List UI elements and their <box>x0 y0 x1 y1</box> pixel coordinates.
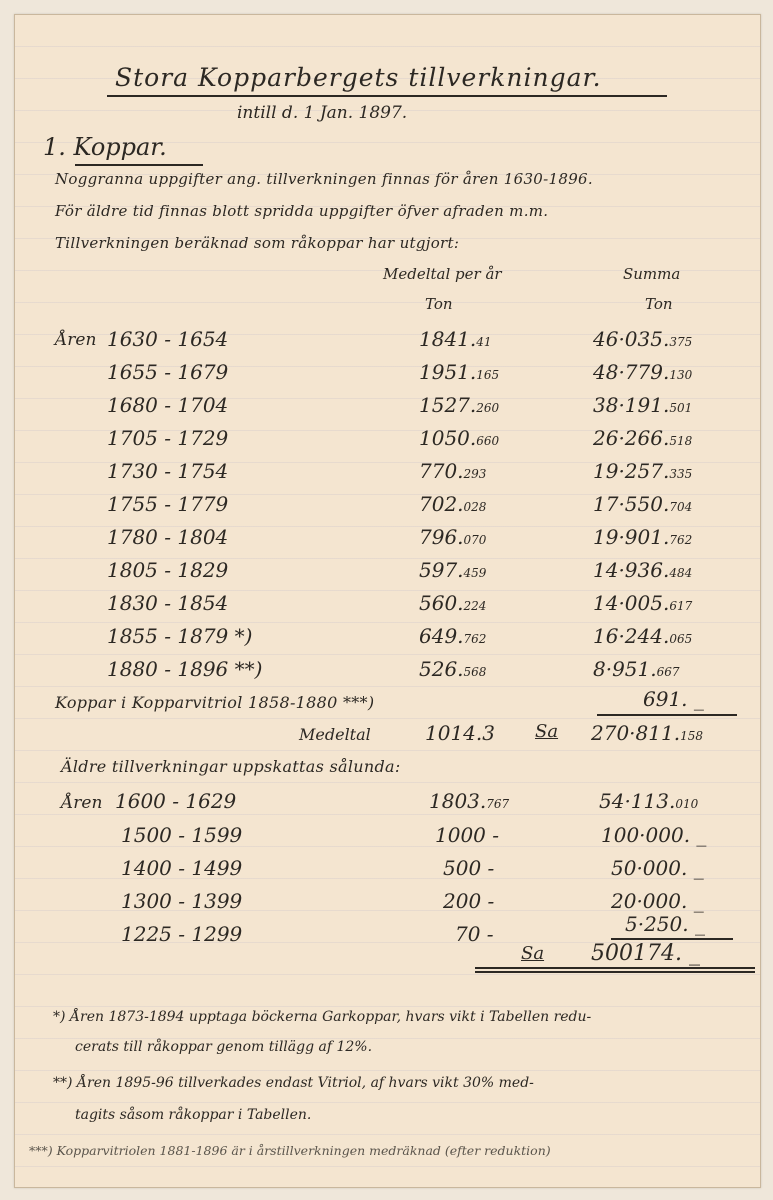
row-sum: 38·191.501 <box>593 393 693 417</box>
row-period: 1830 - 1854 <box>107 591 229 615</box>
row-mean: 796.070 <box>419 525 487 549</box>
vitriol-label: Koppar i Kopparvitriol 1858-1880 ***) <box>55 693 375 712</box>
double-rule-top <box>475 967 755 969</box>
older-row-sum: 50·000. _ <box>611 856 704 880</box>
row-sum: 19·257.335 <box>593 459 693 483</box>
footnote-2-line-1: **) Åren 1895-96 tillverkades endast Vitriol, af hvars vikt 30% med- <box>53 1075 534 1091</box>
older-row-mean: 70 - <box>455 922 494 946</box>
row-mean: 560.224 <box>419 591 487 615</box>
older-heading: Äldre tillverkningar uppskattas sålunda: <box>61 757 401 776</box>
row-period: 1880 - 1896 **) <box>107 657 263 681</box>
mean-column-header: Medeltal per år <box>383 265 502 283</box>
row-sum: 46·035.375 <box>593 327 693 351</box>
older-row-period: 1600 - 1629 <box>115 789 237 813</box>
older-row-period: 1225 - 1299 <box>121 922 243 946</box>
grand-total-sa: Sa <box>521 943 545 964</box>
intro-line-1: Noggranna uppgifter ang. tillverkningen finnas för åren 1630-1896. <box>55 170 593 188</box>
row-period: 1755 - 1779 <box>107 492 229 516</box>
older-row-period: 1300 - 1399 <box>121 889 243 913</box>
row-sum: 17·550.704 <box>593 492 693 516</box>
row-mean: 770.293 <box>419 459 487 483</box>
title-underline <box>107 95 667 97</box>
row-mean: 597.459 <box>419 558 487 582</box>
footnote-1-line-2: cerats till råkoppar genom tillägg af 12%. <box>75 1039 373 1055</box>
total-sum: 270·811.158 <box>591 721 703 745</box>
row-period: 1780 - 1804 <box>107 525 229 549</box>
row-period: 1680 - 1704 <box>107 393 229 417</box>
ledger-page <box>14 14 761 1188</box>
row-sum: 19·901.762 <box>593 525 693 549</box>
page-title: Stora Kopparbergets tillverkningar. <box>115 63 602 92</box>
total-sa: Sa <box>535 721 559 742</box>
row-mean: 1841.41 <box>419 327 492 351</box>
section-label: 1. Koppar. <box>43 133 167 161</box>
row-sum: 14·936.484 <box>593 558 693 582</box>
row-mean: 1951.165 <box>419 360 500 384</box>
total-mean: 1014.3 <box>425 721 495 745</box>
intro-line-2: För äldre tid finnas blott spridda uppgifter öfver afraden m.m. <box>55 202 549 220</box>
footnote-3-line-1: ***) Kopparvitriolen 1881-1896 är i årstillverkningen medräknad (efter reduktion) <box>29 1143 551 1158</box>
vitriol-sum: 691. _ <box>643 687 704 711</box>
row-sum: 26·266.518 <box>593 426 693 450</box>
row-prefix: Åren <box>55 330 97 350</box>
section-underline <box>75 164 203 166</box>
row-sum: 14·005.617 <box>593 591 693 615</box>
row-mean: 649.762 <box>419 624 487 648</box>
grand-total-sum: 500174. _ <box>591 941 700 966</box>
row-mean: 1527.260 <box>419 393 500 417</box>
older-row-sum: 54·113.010 <box>599 789 699 813</box>
intro-line-3: Tillverkningen beräknad som råkoppar har utgjort: <box>55 234 460 252</box>
older-row-period: 1400 - 1499 <box>121 856 243 880</box>
older-row-prefix: Åren <box>61 793 103 813</box>
page-subtitle: intill d. 1 Jan. 1897. <box>237 103 408 123</box>
mean-unit-header: Ton <box>425 295 453 313</box>
row-period: 1855 - 1879 *) <box>107 624 253 648</box>
older-row-mean: 1803.767 <box>429 789 510 813</box>
sum-subtotal-rule <box>597 714 737 716</box>
footnote-1-line-1: *) Åren 1873-1894 upptaga böckerna Garkoppar, hvars vikt i Tabellen redu- <box>53 1009 592 1025</box>
row-period: 1655 - 1679 <box>107 360 229 384</box>
row-period: 1705 - 1729 <box>107 426 229 450</box>
sum-column-header: Summa <box>623 265 681 283</box>
footnote-2-line-2: tagits såsom råkoppar i Tabellen. <box>75 1107 312 1123</box>
row-mean: 702.028 <box>419 492 487 516</box>
row-mean: 1050.660 <box>419 426 500 450</box>
older-row-mean: 1000 - <box>435 823 500 847</box>
older-row-mean: 200 - <box>443 889 495 913</box>
grand-total-rule <box>611 938 733 940</box>
row-sum: 16·244.065 <box>593 624 693 648</box>
row-period: 1630 - 1654 <box>107 327 229 351</box>
older-row-mean: 500 - <box>443 856 495 880</box>
sum-unit-header: Ton <box>645 295 673 313</box>
row-mean: 526.568 <box>419 657 487 681</box>
double-rule-bottom <box>475 971 755 973</box>
older-row-sum: 100·000. _ <box>601 823 707 847</box>
row-period: 1805 - 1829 <box>107 558 229 582</box>
row-sum: 8·951.667 <box>593 657 680 681</box>
row-sum: 48·779.130 <box>593 360 693 384</box>
older-row-sum: 5·250. _ <box>625 912 705 936</box>
older-row-sum: 20·000. _ <box>611 889 704 913</box>
older-row-period: 1500 - 1599 <box>121 823 243 847</box>
total-label: Medeltal <box>299 725 371 744</box>
row-period: 1730 - 1754 <box>107 459 229 483</box>
